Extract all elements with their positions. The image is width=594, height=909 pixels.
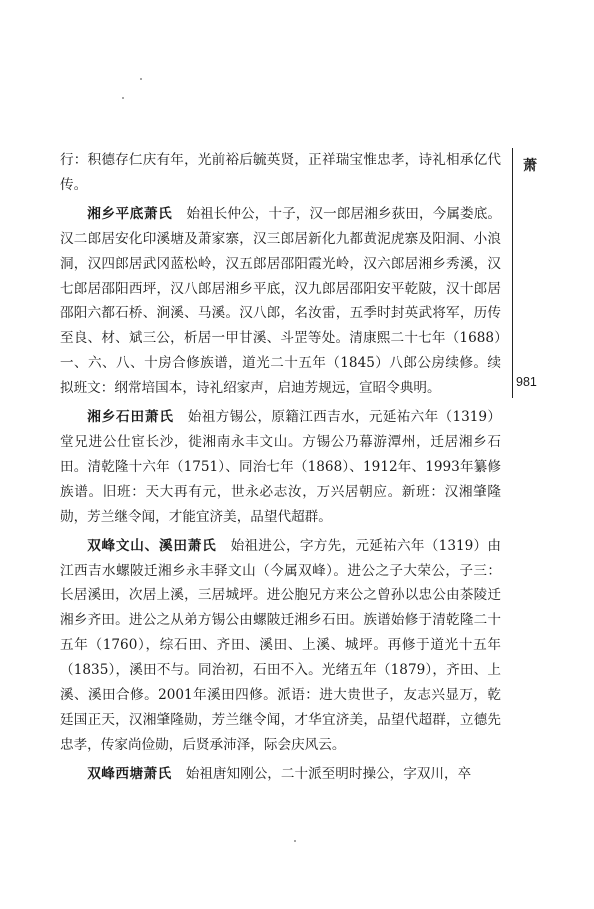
margin-rule (512, 148, 513, 398)
paragraph-continuation (60, 148, 501, 198)
paragraph-text: 行：积德存仁庆有年，光前裕后毓英贤，正祥瑞宝惟忠孝，诗礼相承亿代传。 (60, 152, 501, 193)
paragraph-text: 始祖唐知刚公，二十派至明时操公，字双川，卒 (185, 765, 472, 782)
entry-heading: 双峰西塘萧氏 (87, 765, 172, 782)
paragraph-entry (60, 762, 501, 787)
paragraph-text: 始祖长仲公，十子，汉一郎居湘乡荻田，今属娄底。汉二郎居安化印溪塘及萧家寨，汉三郎居新化九都黄泥虎寨及阳洞、小浪洞，汉四郎居武冈蓝松岭，汉五郎居邵阳霞光岭，汉六郎居湘乡秀溪，汉七郎居邵阳西坪，汉八郎居湘乡平底，汉九郎居邵阳安平乾陂，汉十郎居邵阳六都石桥、涧溪、马溪。汉八郎，名汝雷，五季时封英武将军，历传至良、材、斌三公，析居一甲甘溪、斗罡等处。清康熙二十七年（1688）一、六、八、十房合修族谱，道光二十五年（1845）八郎公房续修。续拟班文：纲常培国本，诗礼绍家声，启迪芳规远，宣昭令典明。 (60, 205, 502, 397)
paragraph-entry (60, 534, 501, 758)
scan-speck (140, 78, 142, 80)
entry-heading: 湘乡平底萧氏 (87, 205, 173, 222)
page-number: 981 (516, 375, 537, 389)
running-head: 萧 (523, 158, 537, 174)
paragraph-text: 始祖方锡公，原籍江西吉水，元延祐六年（1319）堂兄进公仕宦长沙，徙湘南永丰文山。方锡公乃幕游潭州，迁居湘乡石田。清乾隆十六年（1751）、同治七年（1868）、1912年、1993年纂修族谱。旧班：天大再有元，世永必志汝，万兴居朝应。新班：汉湘肇隆勋，芳兰继令闻，才能宜济美，品望代超群。 (60, 409, 502, 525)
entry-heading: 湘乡石田萧氏 (87, 409, 174, 426)
paragraph-entry (60, 405, 501, 530)
paragraph-entry (60, 202, 501, 401)
paragraph-text: 始祖进公，字方先，元延祐六年（1319）由江西吉水螺陂迁湘乡永丰驿文山（今属双峰）。进公之子大荣公，子三：长居溪田，次居上溪，三居城坪。进公胞兄方来公之曾孙以忠公由茶陵迁湘乡齐田。进公之从弟方锡公由螺陂迁湘乡石田。族谱始修于清乾隆二十五年（1760），综石田、齐田、溪田、上溪、城坪。再修于道光十五年（1835），溪田不与。同治初，石田不入。光绪五年（1879），齐田、上溪、溪田合修。2001年溪田四修。派语：进大贵世子，友志兴显万，乾廷国正天，汉湘肇隆勋，芳兰继令闻，才华宜济美，品望代超群，立德先忠孝，传家尚俭勋，后贤承沛泽，际会庆风云。 (60, 537, 502, 753)
scan-speck (122, 97, 124, 99)
main-text (60, 148, 501, 791)
entry-heading: 双峰文山、溪田萧氏 (87, 537, 217, 554)
scan-speck (294, 840, 296, 842)
